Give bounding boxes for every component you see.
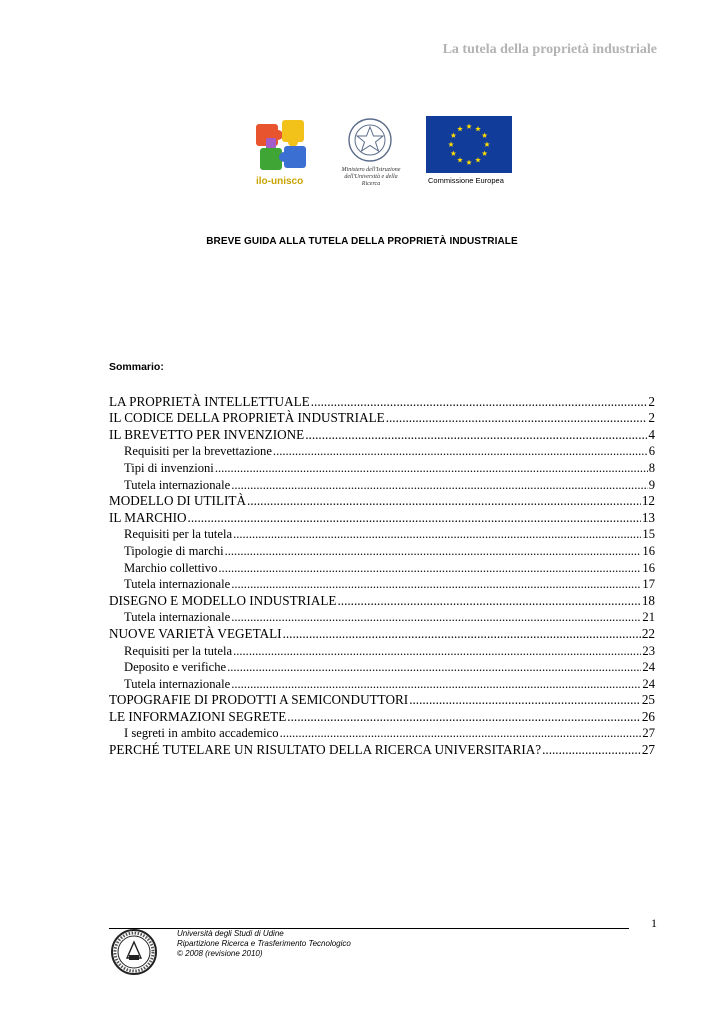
toc-entry-label: Tutela internazionale	[124, 577, 231, 592]
footer-university: Università degli Studi di Udine	[177, 929, 284, 938]
toc-leader-dots	[227, 660, 641, 675]
toc-entry-label: Requisiti per la tutela	[124, 643, 233, 658]
toc-entry-label: MODELLO DI UTILITÀ	[109, 493, 246, 509]
toc-entry[interactable]	[109, 459, 655, 476]
toc-entry-label: PERCHÉ TUTELARE UN RISULTATO DELLA RICERCA UNIVERSITARIA?	[109, 742, 542, 758]
toc-entry-label: LE INFORMAZIONI SEGRETE	[109, 708, 287, 724]
toc-entry[interactable]	[109, 509, 655, 526]
toc-leader-dots	[287, 709, 641, 725]
eu-caption: Commissione Europea	[428, 176, 504, 185]
toc-entry[interactable]	[109, 410, 655, 427]
toc-entry-page: 13	[641, 509, 655, 525]
toc-entry[interactable]	[109, 642, 655, 659]
toc-entry-page: 9	[648, 477, 655, 492]
page-number: 1	[651, 916, 657, 930]
toc-leader-dots	[233, 527, 641, 542]
toc-leader-dots	[280, 726, 642, 741]
running-header-title: La tutela della proprietà industriale	[442, 42, 657, 57]
toc-entry-page: 16	[642, 560, 655, 575]
toc-entry-label: Tutela internazionale	[124, 676, 231, 691]
toc-entry-page: 18	[641, 592, 655, 608]
toc-leader-dots	[386, 410, 648, 426]
ilo-unisco-logo-text: ilo-unisco	[256, 176, 304, 187]
footer-copyright: © 2008 (revisione 2010)	[177, 949, 263, 958]
toc-entry[interactable]	[109, 393, 655, 410]
toc-entry-label: Tutela internazionale	[124, 477, 231, 492]
toc-leader-dots	[233, 644, 641, 659]
toc-entry[interactable]	[109, 609, 655, 626]
toc-leader-dots	[231, 577, 641, 592]
toc-entry[interactable]	[109, 659, 655, 676]
toc-entry-page: 6	[648, 444, 655, 459]
toc-entry[interactable]	[109, 526, 655, 543]
toc-entry-label: IL MARCHIO	[109, 509, 187, 525]
toc-entry-page: 23	[642, 643, 655, 658]
logo-strip	[0, 112, 724, 202]
toc-entry[interactable]	[109, 625, 655, 642]
toc-entry-page: 15	[642, 527, 655, 542]
toc-entry[interactable]	[109, 576, 655, 593]
toc-entry[interactable]	[109, 493, 655, 510]
toc-entry-page: 27	[641, 742, 655, 758]
toc-entry-label: Marchio collettivo	[124, 560, 218, 575]
toc-entry-label: IL CODICE DELLA PROPRIETÀ INDUSTRIALE	[109, 410, 385, 426]
toc-entry-label: DISEGNO E MODELLO INDUSTRIALE	[109, 592, 337, 608]
toc-entry-page: 16	[642, 543, 655, 558]
table-of-contents	[109, 393, 655, 758]
toc-entry[interactable]	[109, 725, 655, 742]
toc-leader-dots	[215, 461, 648, 476]
toc-entry-label: NUOVE VARIETÀ VEGETALI	[109, 625, 282, 641]
toc-leader-dots	[188, 510, 641, 526]
toc-heading: Sommario:	[109, 361, 164, 373]
toc-entry-label: I segreti in ambito accademico	[124, 726, 279, 741]
toc-entry-label: TOPOGRAFIE DI PRODOTTI A SEMICONDUTTORI	[109, 692, 409, 708]
miur-caption: Ministero dell'Istruzione dell'Università e della Ricerca	[341, 167, 401, 187]
toc-entry-page: 2	[648, 410, 655, 426]
toc-entry[interactable]	[109, 476, 655, 493]
toc-entry-page: 24	[642, 676, 655, 691]
toc-entry-label: Requisiti per la brevettazione	[124, 444, 272, 459]
toc-leader-dots	[337, 593, 640, 609]
footer-credits	[177, 929, 351, 959]
toc-leader-dots	[409, 692, 641, 708]
toc-entry-label: Deposito e verifiche	[124, 660, 227, 675]
university-seal-icon	[110, 928, 158, 976]
toc-entry-page: 8	[648, 460, 655, 475]
eu-flag-icon	[426, 116, 512, 173]
toc-entry[interactable]	[109, 741, 655, 758]
toc-entry[interactable]	[109, 559, 655, 576]
toc-entry-page: 21	[642, 610, 655, 625]
toc-entry-label: Requisiti per la tutela	[124, 527, 233, 542]
toc-entry-page: 25	[641, 692, 655, 708]
toc-entry[interactable]	[109, 443, 655, 460]
toc-entry-label: Tutela internazionale	[124, 610, 231, 625]
toc-entry[interactable]	[109, 692, 655, 709]
toc-entry-page: 27	[642, 726, 655, 741]
toc-entry-page: 24	[642, 660, 655, 675]
toc-entry[interactable]	[109, 708, 655, 725]
toc-entry-page: 2	[648, 393, 655, 409]
toc-leader-dots	[273, 444, 648, 459]
toc-entry-label: Tipologie di marchi	[124, 543, 224, 558]
toc-entry[interactable]	[109, 592, 655, 609]
toc-entry-page: 26	[641, 708, 655, 724]
toc-leader-dots	[218, 561, 641, 576]
toc-leader-dots	[247, 493, 641, 509]
toc-leader-dots	[305, 427, 647, 443]
toc-leader-dots	[225, 544, 642, 559]
toc-entry-page: 12	[641, 493, 655, 509]
toc-entry-page: 4	[648, 426, 655, 442]
toc-entry[interactable]	[109, 542, 655, 559]
document-title: BREVE GUIDA ALLA TUTELA DELLA PROPRIETÀ INDUSTRIALE	[206, 236, 518, 247]
toc-leader-dots	[542, 742, 641, 758]
toc-entry[interactable]	[109, 426, 655, 443]
toc-entry-page: 17	[642, 577, 655, 592]
toc-entry-page: 22	[641, 625, 655, 641]
footer-department: Ripartizione Ricerca e Trasferimento Tecnologico	[177, 939, 351, 948]
toc-leader-dots	[283, 626, 641, 642]
toc-entry[interactable]	[109, 675, 655, 692]
toc-entry-label: IL BREVETTO PER INVENZIONE	[109, 426, 305, 442]
toc-leader-dots	[231, 478, 648, 493]
toc-entry-label: Tipi di invenzioni	[124, 460, 214, 475]
toc-leader-dots	[311, 394, 648, 410]
toc-entry-label: LA PROPRIETÀ INTELLETTUALE	[109, 393, 310, 409]
toc-leader-dots	[231, 610, 641, 625]
toc-leader-dots	[231, 677, 641, 692]
